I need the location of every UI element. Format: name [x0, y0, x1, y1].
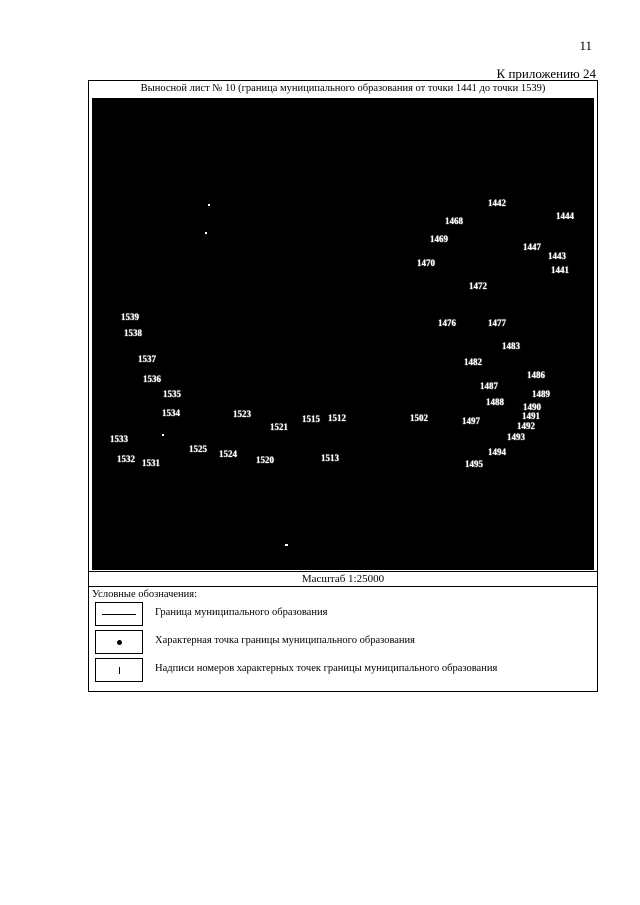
boundary-line-symbol: [102, 614, 136, 615]
map-sheet-frame: [88, 80, 598, 692]
point-label: 1520: [256, 455, 274, 465]
point-label: 1442: [488, 198, 506, 208]
point-label: 1447: [523, 242, 541, 252]
point-label: 1535: [163, 389, 181, 399]
point-label: 1523: [233, 409, 251, 419]
point-label: 1492: [517, 421, 535, 431]
point-label: 1493: [507, 432, 525, 442]
point-label: 1525: [189, 444, 207, 454]
point-label: 1490: [523, 402, 541, 412]
point-label: 1443: [548, 251, 566, 261]
point-label: 1502: [410, 413, 428, 423]
point-label: 1489: [532, 389, 550, 399]
point-label: 1491: [522, 411, 540, 421]
point-label: 1468: [445, 216, 463, 226]
map-dot: [205, 232, 207, 234]
point-label: 1444: [556, 211, 574, 221]
point-label: 1515: [302, 414, 320, 424]
legend-item-text: Надписи номеров характерных точек границы муниципального образования: [155, 663, 498, 674]
point-label: 1521: [270, 422, 288, 432]
scale-caption: Масштаб 1:25000: [89, 571, 597, 587]
legend-item-text: Характерная точка границы муниципального образования: [155, 635, 415, 646]
point-label: 1488: [486, 397, 504, 407]
point-label: 1470: [417, 258, 435, 268]
point-label: 1533: [110, 434, 128, 444]
legend-item-label: [95, 658, 575, 684]
map-area: [92, 98, 594, 570]
point-label: 1482: [464, 357, 482, 367]
point-label: 1486: [527, 370, 545, 380]
point-label: 1495: [465, 459, 483, 469]
point-label: 1441: [551, 265, 569, 275]
label-tick-symbol: [119, 667, 120, 674]
sheet-title: Выносной лист № 10 (граница муниципального образования от точки 1441 до точки 1539): [140, 83, 546, 94]
point-label: 1476: [438, 318, 456, 328]
point-label: 1537: [138, 354, 156, 364]
legend-symbol-box: [95, 658, 143, 682]
point-label: 1538: [124, 328, 142, 338]
point-label: 1531: [142, 458, 160, 468]
page-number: 11: [579, 38, 592, 53]
legend-item-point: [95, 630, 575, 656]
point-dot-symbol: [117, 640, 122, 645]
point-label: 1483: [502, 341, 520, 351]
point-label: 1524: [219, 449, 237, 459]
point-label: 1534: [162, 408, 180, 418]
map-dot: [285, 544, 288, 546]
map-dot: [162, 434, 164, 436]
legend-symbol-box: [95, 602, 143, 626]
point-label: 1497: [462, 416, 480, 426]
legend-item-boundary: [95, 602, 575, 628]
point-label: 1513: [321, 453, 339, 463]
legend-symbol-box: [95, 630, 143, 654]
point-label: 1532: [117, 454, 135, 464]
legend-title: Условные обозначения:: [92, 589, 198, 600]
legend-item-text: Граница муниципального образования: [155, 607, 328, 618]
point-label: 1469: [430, 234, 448, 244]
point-label: 1494: [488, 447, 506, 457]
map-dot: [208, 204, 210, 206]
point-label: 1539: [121, 312, 139, 322]
point-label: 1512: [328, 413, 346, 423]
point-label: 1487: [480, 381, 498, 391]
point-label: 1477: [488, 318, 506, 328]
point-label: 1472: [469, 281, 487, 291]
appendix-caption: К приложению 24: [496, 66, 596, 81]
point-label: 1536: [143, 374, 161, 384]
